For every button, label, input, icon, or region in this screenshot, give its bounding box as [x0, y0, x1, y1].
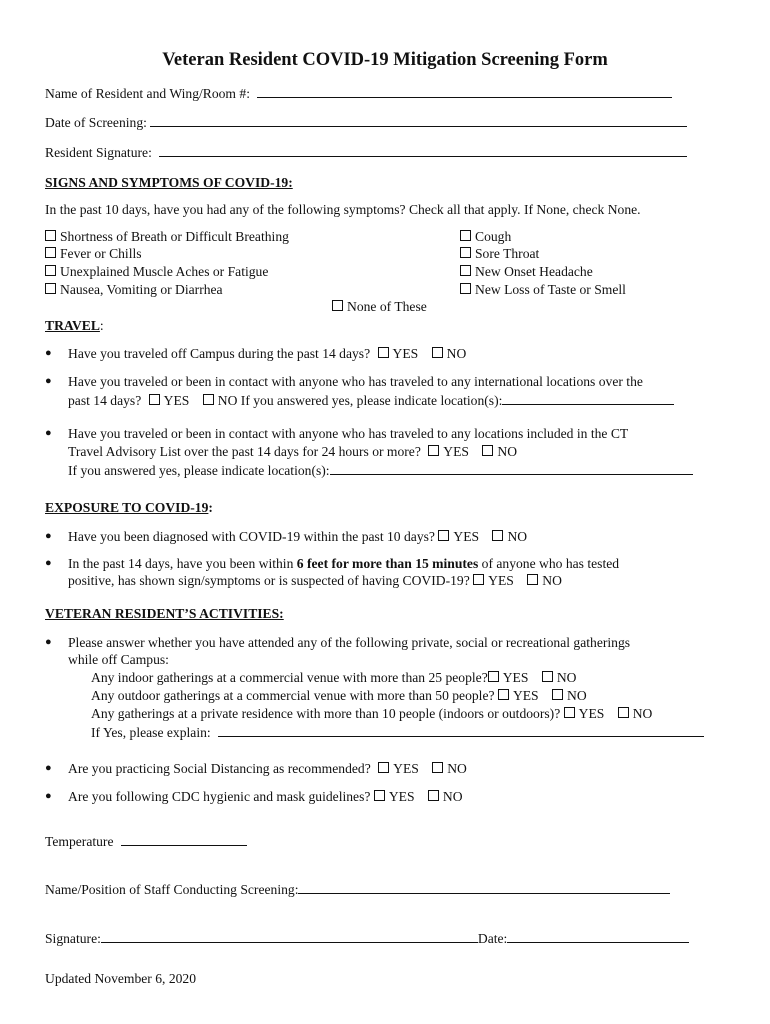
symptom-left-2[interactable] [45, 263, 268, 280]
travel-q3-followup [68, 461, 693, 479]
yes-checkbox[interactable] [488, 671, 499, 682]
yes-label: YES [512, 688, 539, 703]
yes-label: YES [392, 346, 419, 361]
advisory-location-field[interactable] [330, 461, 693, 475]
symptom-label: None of These [347, 299, 427, 314]
staff-date-field[interactable] [507, 929, 689, 943]
no-checkbox[interactable] [527, 574, 538, 585]
symptom-label: Sore Throat [475, 246, 540, 261]
no-checkbox[interactable] [552, 689, 563, 700]
checkbox[interactable] [332, 300, 343, 311]
yes-checkbox[interactable] [428, 445, 439, 456]
symptom-left-3[interactable] [45, 281, 223, 298]
resident-name-label: Name of Resident and Wing/Room #: [45, 86, 250, 101]
yes-checkbox[interactable] [378, 347, 389, 358]
yes-checkbox[interactable] [498, 689, 509, 700]
no-label: NO [567, 688, 587, 703]
symptom-label: Shortness of Breath or Difficult Breathing [60, 229, 289, 244]
bullet-icon: ● [45, 636, 52, 648]
no-label: NO [507, 529, 528, 544]
date-row [45, 113, 687, 131]
checkbox[interactable] [460, 265, 471, 276]
question-text: past 14 days? [68, 393, 142, 408]
bullet-icon: ● [45, 347, 52, 359]
bullet-icon: ● [45, 530, 52, 542]
symptom-left-1[interactable] [45, 245, 142, 262]
yes-checkbox[interactable] [438, 530, 449, 541]
question-text: Have you been diagnosed with COVID-19 within the past 10 days? [68, 529, 435, 544]
checkbox[interactable] [460, 247, 471, 258]
activities-sub1 [91, 669, 576, 686]
bullet-icon: ● [45, 427, 52, 439]
question-text: of anyone who has tested [478, 556, 620, 571]
activities-q1-line1: Please answer whether you have attended any of the following private, social or recreational gatherings [68, 635, 631, 650]
symptom-label: Cough [475, 229, 512, 244]
symptom-none[interactable] [332, 298, 427, 315]
resident-signature-row [45, 143, 687, 161]
staff-date-label: Date: [477, 931, 508, 946]
yes-checkbox[interactable] [374, 790, 385, 801]
symptom-right-3[interactable] [460, 281, 626, 298]
no-checkbox[interactable] [432, 347, 443, 358]
explain-label: If Yes, please explain: [91, 725, 211, 740]
date-field[interactable] [150, 113, 687, 127]
resident-name-field[interactable] [257, 84, 672, 98]
travel-q2-line1: Have you traveled or been in contact with anyone who has traveled to any international locations over the [68, 374, 643, 389]
resident-signature-field[interactable] [159, 143, 687, 157]
exposure-heading-suffix: : [208, 500, 213, 515]
no-label: NO [447, 761, 467, 776]
question-text: Travel Advisory List over the past 14 days for 24 hours or more? [68, 444, 421, 459]
staff-signature-row [45, 929, 689, 947]
symptom-label: New Loss of Taste or Smell [475, 282, 626, 297]
no-label: NO [442, 789, 463, 804]
activities-heading: VETERAN RESIDENT’S ACTIVITIES: [45, 606, 284, 621]
staff-name-label: Name/Position of Staff Conducting Screening: [45, 882, 299, 897]
travel-heading-suffix: : [99, 318, 104, 333]
date-label: Date of Screening: [45, 115, 147, 130]
question-text: In the past 14 days, have you been within [68, 556, 297, 571]
activities-q1-line2: while off Campus: [68, 652, 169, 667]
exposure-heading-row [45, 499, 213, 516]
temperature-field[interactable] [121, 832, 247, 846]
yes-label: YES [163, 393, 190, 408]
form-title: Veteran Resident COVID-19 Mitigation Screening Form [162, 50, 608, 70]
checkbox[interactable] [45, 247, 56, 258]
yes-label: YES [488, 573, 514, 588]
no-checkbox[interactable] [432, 762, 443, 773]
checkbox[interactable] [45, 283, 56, 294]
no-label: NO [497, 444, 518, 459]
no-label: NO [556, 670, 577, 685]
symptom-label: Unexplained Muscle Aches or Fatigue [60, 264, 269, 279]
followup-text: If you answered yes, please indicate location(s): [68, 463, 330, 478]
no-checkbox[interactable] [203, 394, 214, 405]
yes-label: YES [453, 529, 480, 544]
question-text: Are you following CDC hygienic and mask guidelines? [68, 789, 371, 804]
checkbox[interactable] [460, 283, 471, 294]
bullet-icon: ● [45, 762, 52, 774]
yes-label: YES [502, 670, 529, 685]
no-checkbox[interactable] [482, 445, 493, 456]
checkbox[interactable] [460, 230, 471, 241]
no-label: NO [217, 393, 238, 408]
question-text: Are you practicing Social Distancing as recommended? [68, 761, 371, 776]
activities-sub3 [91, 705, 652, 722]
yes-checkbox[interactable] [564, 707, 575, 718]
resident-signature-label: Resident Signature: [45, 145, 152, 160]
question-text: Have you traveled off Campus during the past 14 days? [68, 346, 371, 361]
yes-checkbox[interactable] [378, 762, 389, 773]
symptom-label: Fever or Chills [60, 246, 142, 261]
no-label: NO [446, 346, 467, 361]
checkbox[interactable] [45, 230, 56, 241]
activities-q2 [68, 760, 467, 777]
question-text: Any gatherings at a private residence with more than 10 people (indoors or outdoors)? [91, 706, 561, 721]
symptoms-instructions: In the past 10 days, have you had any of the following symptoms? Check all that apply. If None, check None. [45, 202, 641, 217]
no-label: NO [542, 573, 562, 588]
travel-q3-line2 [68, 443, 517, 460]
staff-signature-field[interactable] [101, 929, 478, 943]
exposure-q2-line1 [68, 555, 619, 572]
question-text: positive, has shown sign/symptoms or is suspected of having COVID-19? [68, 573, 470, 588]
exposure-q2-line2 [68, 572, 562, 589]
travel-q1 [68, 345, 466, 362]
yes-label: YES [578, 706, 605, 721]
international-location-field[interactable] [502, 391, 674, 405]
no-label: NO [632, 706, 653, 721]
travel-q2-line2 [68, 391, 674, 409]
updated-date: Updated November 6, 2020 [45, 971, 197, 986]
no-checkbox[interactable] [492, 530, 503, 541]
activities-sub2 [91, 687, 587, 704]
yes-checkbox[interactable] [473, 574, 484, 585]
symptom-right-2[interactable] [460, 263, 593, 280]
no-checkbox[interactable] [428, 790, 439, 801]
question-text: Any indoor gatherings at a commercial venue with more than 25 people? [91, 670, 488, 685]
bullet-icon: ● [45, 557, 52, 569]
question-text: Any outdoor gatherings at a commercial venue with more than 50 people? [91, 688, 495, 703]
resident-name-row [45, 84, 672, 102]
bullet-icon: ● [45, 790, 52, 802]
symptom-label: Nausea, Vomiting or Diarrhea [60, 282, 223, 297]
yes-label: YES [393, 761, 419, 776]
travel-q3-line1: Have you traveled or been in contact with anyone who has traveled to any locations included in the CT [68, 426, 629, 441]
no-checkbox[interactable] [542, 671, 553, 682]
exposure-heading: EXPOSURE TO COVID-19 [45, 500, 209, 515]
temperature-label: Temperature [45, 834, 114, 849]
yes-label: YES [443, 444, 469, 459]
staff-name-row [45, 880, 670, 898]
travel-heading-row [45, 317, 104, 334]
symptom-left-0[interactable] [45, 228, 289, 245]
symptom-right-0[interactable] [460, 228, 511, 245]
no-checkbox[interactable] [618, 707, 629, 718]
checkbox[interactable] [45, 265, 56, 276]
explain-field[interactable] [218, 723, 704, 737]
symptoms-heading: SIGNS AND SYMPTOMS OF COVID-19: [45, 175, 293, 190]
exposure-q1 [68, 528, 527, 545]
travel-heading: TRAVEL [45, 318, 100, 333]
activities-explain [91, 723, 704, 741]
question-emphasis: 6 feet for more than 15 minutes [296, 556, 479, 571]
staff-signature-label: Signature: [45, 931, 101, 946]
followup-text: If you answered yes, please indicate location(s): [240, 393, 503, 408]
yes-checkbox[interactable] [149, 394, 160, 405]
activities-q3 [68, 788, 463, 805]
yes-label: YES [388, 789, 415, 804]
symptom-label: New Onset Headache [475, 264, 593, 279]
bullet-icon: ● [45, 375, 52, 387]
temperature-row [45, 832, 247, 850]
staff-name-field[interactable] [298, 880, 670, 894]
symptom-right-1[interactable] [460, 245, 539, 262]
